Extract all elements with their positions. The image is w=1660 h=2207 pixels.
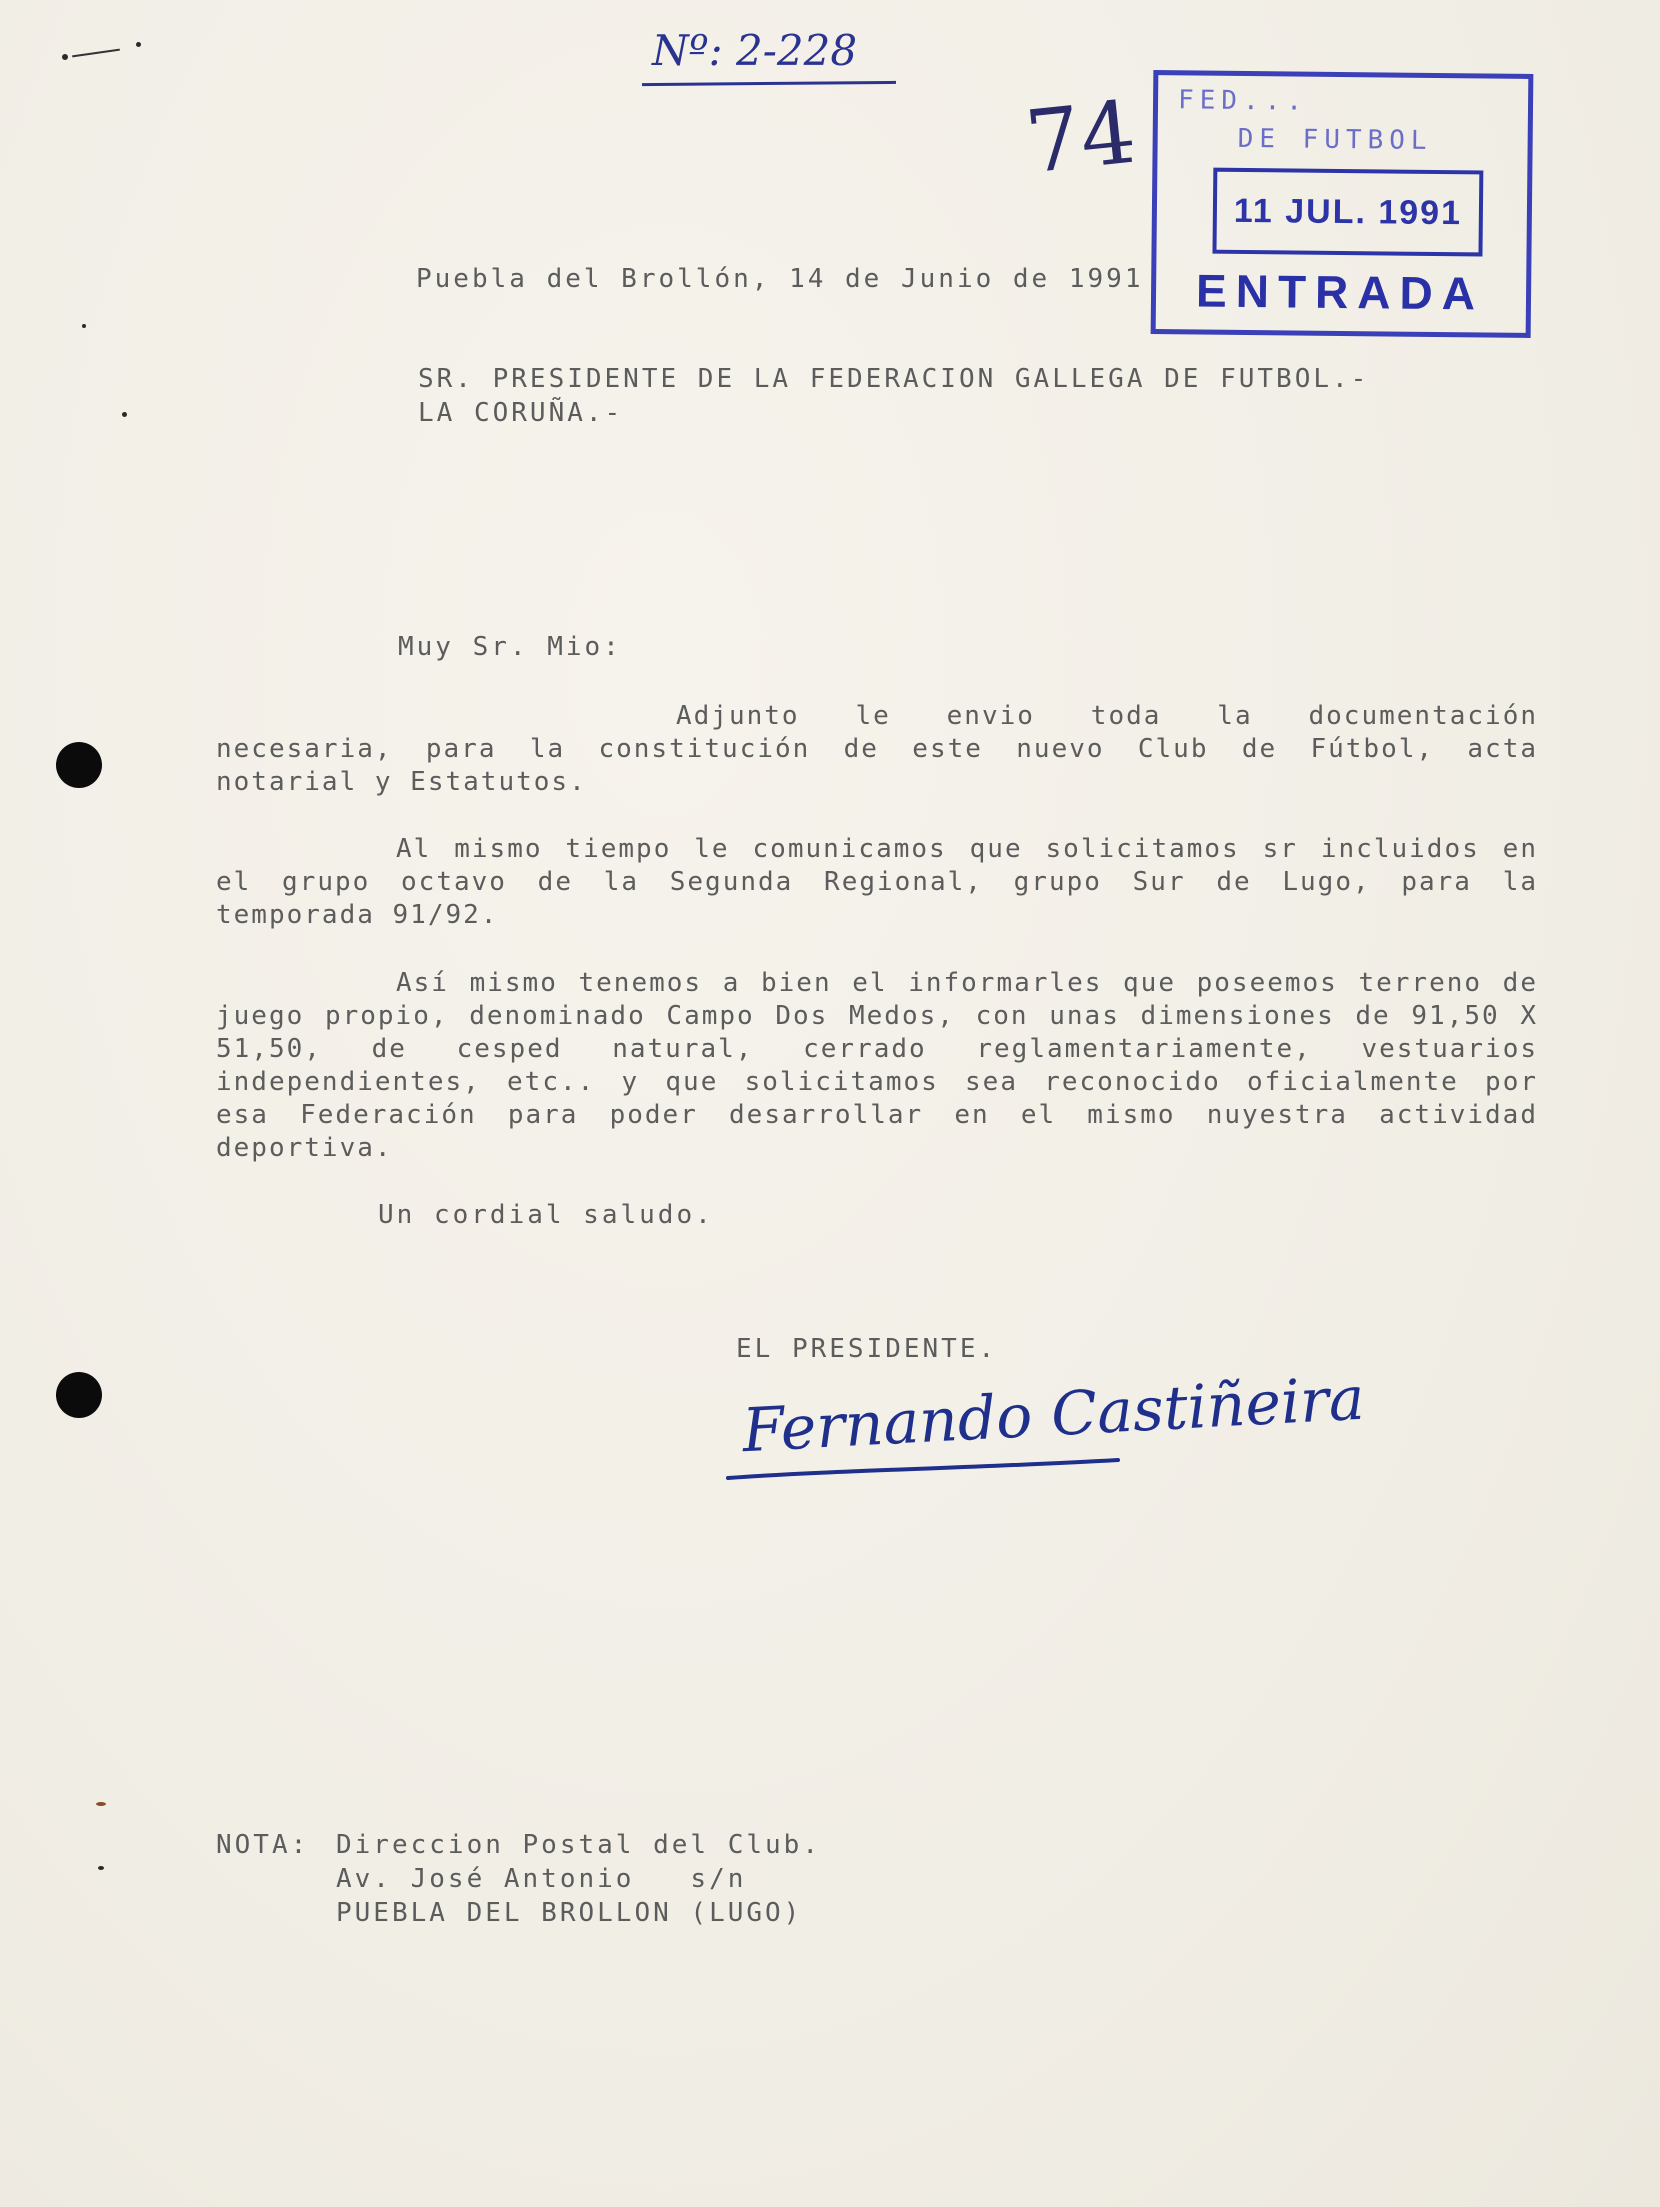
margin-speck [96,1802,106,1806]
margin-speck [122,412,127,417]
binder-hole-top [56,742,102,788]
stamp-org-line2: DE FUTBOL [1237,123,1433,156]
note-label: NOTA: [216,1830,310,1860]
paragraph-2-text: Al mismo tiempo le comunicamos que solicitamos sr incluidos en el grupo octavo de la Segunda Regional, grupo Sur de Lugo, para la temporada 91/92. [216,834,1538,930]
stamp-org-line1: FED... [1177,85,1309,117]
closing: Un cordial saludo. [378,1200,714,1230]
margin-speck [62,54,68,60]
stamp-label: ENTRADA [1195,264,1485,320]
margin-dash [72,49,120,58]
paragraph-1 [216,700,1538,799]
salutation: Muy Sr. Mio: [398,632,622,662]
margin-speck [82,324,86,328]
stamp-date: 11 JUL. 1991 [1212,168,1483,257]
paragraph-3-text: Así mismo tenemos a bien el informarles que poseemos terreno de juego propio, denominado Campo Dos Medos, con unas dimensiones de 91,50 X 51,50, de cesped natural, cerrado reglamentariamente, vestuarios independientes, etc.. y que solicitamos sea reconocido oficialmente por esa Federación para poder desarrollar en el mismo nuyestra actividad deportiva. [216,968,1538,1163]
binder-hole-bottom [56,1372,102,1418]
paragraph-2 [216,833,1538,932]
signatory-title: EL PRESIDENTE. [736,1334,998,1364]
note-line3: PUEBLA DEL BROLLON (LUGO) [336,1898,803,1928]
recipient-line2: LA CORUÑA.- [418,398,624,428]
margin-speck [98,1866,104,1870]
registry-number: Nº: 2-228 [652,26,858,75]
reception-stamp [1151,70,1534,338]
note-line2: Av. José Antonio s/n [336,1864,747,1894]
recipient-line1: SR. PRESIDENTE DE LA FEDERACION GALLEGA DE FUTBOL.- [418,364,1370,394]
margin-speck [136,42,141,47]
place-date: Puebla del Brollón, 14 de Junio de 1991 [416,264,1144,294]
paragraph-1-text: Adjunto le envio toda la documentación necesaria, para la constitución de este nuevo Club de Fútbol, acta notarial y Estatutos. [216,701,1538,797]
paragraph-3 [216,967,1538,1165]
folio-mark: 74 [1021,82,1141,194]
note-line1: Direccion Postal del Club. [336,1830,821,1860]
registry-underline [642,81,896,86]
signature: Fernando Castiñeira [740,1363,1367,1467]
signature-underline [720,1446,1140,1486]
